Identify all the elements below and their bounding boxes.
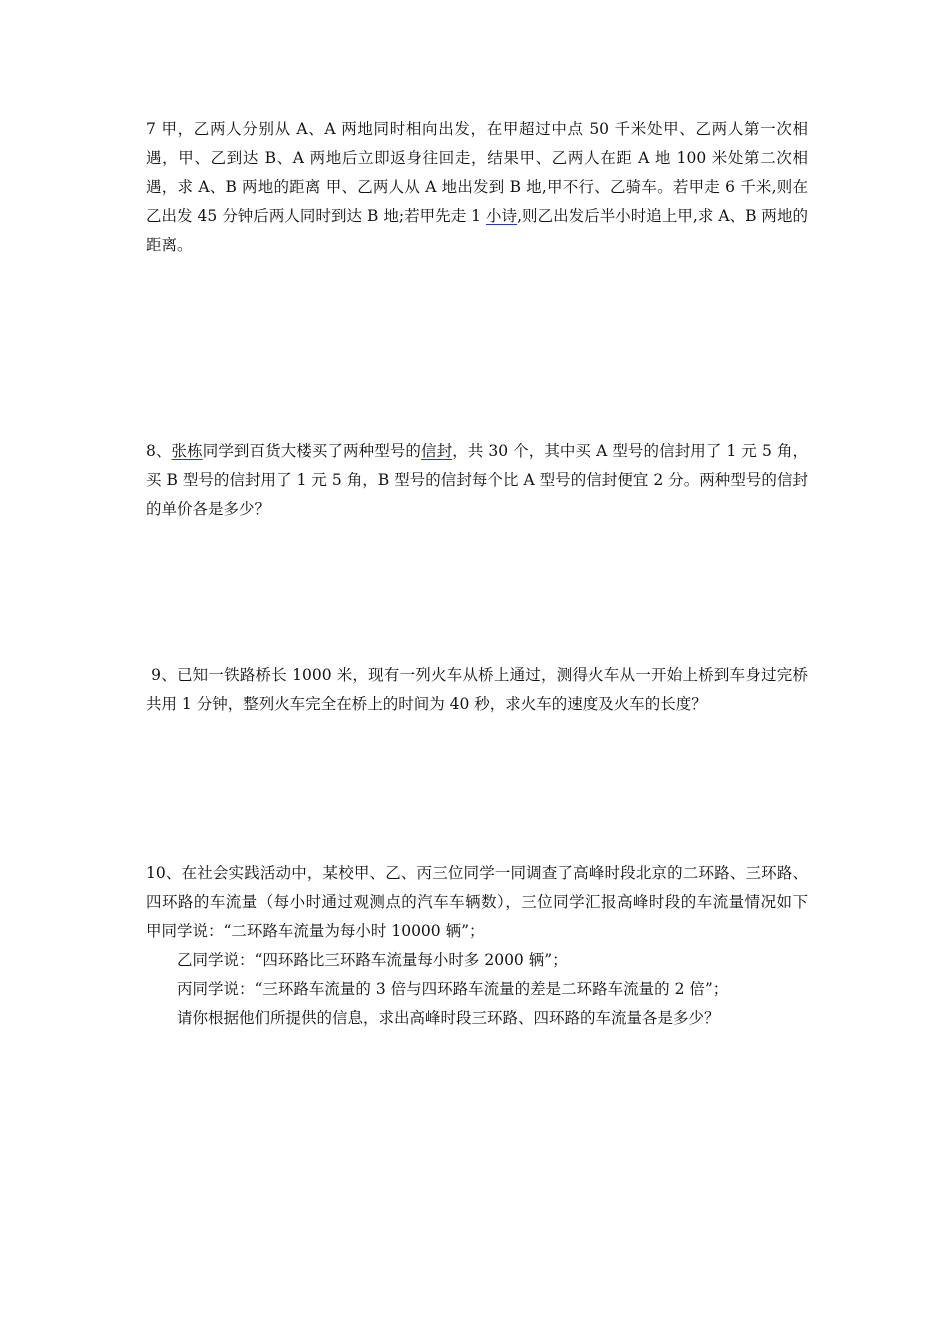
underlined-word: 信封 [421,442,453,460]
problem-10-line-b: 乙同学说：“四环路比三环路车流量每小时多 2000 辆”； [177,951,568,969]
problem-10-line-c: 丙同学说：“三环路车流量的 3 倍与四环路车流量的差是二环路车流量的 2 倍”； [177,980,729,998]
problem-10 [146,859,823,1033]
problem-9-text: 9、已知一铁路桥长 1000 米，现有一列火车从桥上通过，测得火车从一开始上桥到车身过完桥共用 1 分钟，整列火车完全在桥上的时间为 40 秒，求火车的速度及火车的长度？ [146,666,808,713]
problem-8 [146,437,808,524]
underlined-word: 小诗 [486,207,518,225]
problem-7-text: 7 甲，乙两人分别从 A、A 两地同时相向出发，在甲超过中点 50 千米处甲、乙两人第一次相遇，甲、乙到达 B、A 两地后立即返身往回走，结果甲、乙两人在距 A 地 100 米处第二次相遇，求 A、B 两地的距离 甲、乙两人从 A 地出发到 B 地,甲不行、乙骑车。若甲走 6 千米,则在乙出发 45 分钟后两人同时到达 B 地;若甲先走 1 小诗,则乙出发后半小时追上甲,求 A、B 两地的距离。 [146,120,808,254]
problem-10-line-d: 请你根据他们所提供的信息，求出高峰时段三环路、四环路的车流量各是多少？ [177,1009,720,1027]
problem-10-text: 10、在社会实践活动中，某校甲、乙、丙三位同学一同调查了高峰时段北京的二环路、三环路、四环路的车流量（每小时通过观测点的汽车车辆数），三位同学汇报高峰时段的车流量情况如下 甲同学说：“二环路车流量为每小时 10000 辆”； [146,864,823,940]
problem-8-text: 8、张栋同学到百货大楼买了两种型号的信封，共 30 个，其中买 A 型号的信封用了 1 元 5 角，买 B 型号的信封用了 1 元 5 角，B 型号的信封每个比 A 型号的信封便宜 2 分。两种型号的信封的单价各是多少？ [146,442,808,518]
underlined-name: 张栋 [171,442,203,460]
problem-9 [146,661,808,719]
problem-7 [146,115,808,260]
